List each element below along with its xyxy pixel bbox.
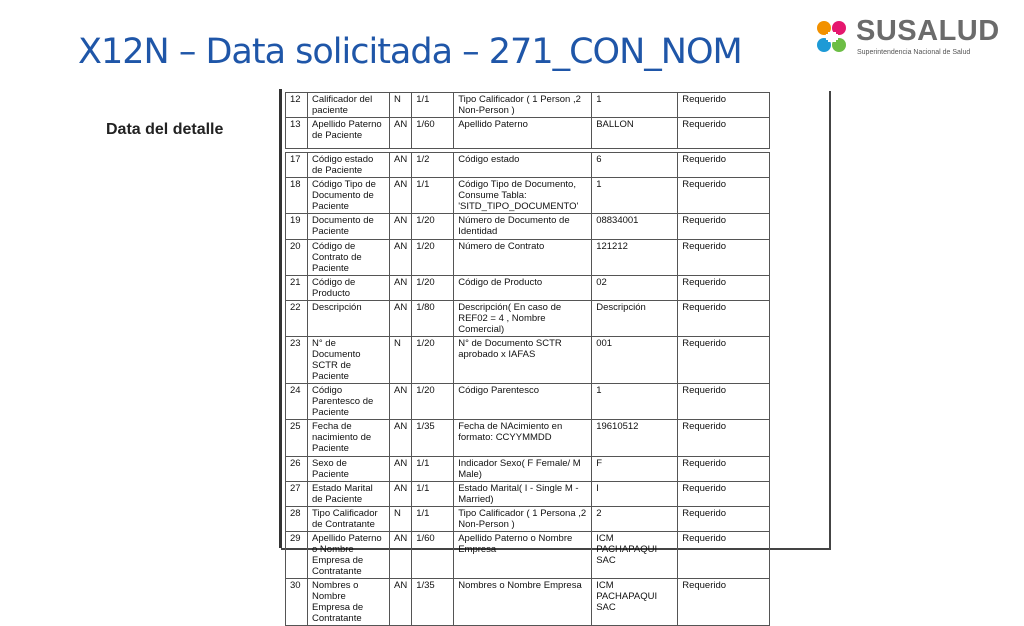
cell-description: Código de Producto [454,276,592,301]
cell-field-name: Documento de Paciente [308,214,390,240]
cell-type: AN [390,118,412,149]
cell-required: Requerido [678,384,770,420]
cell-row-number: 17 [286,153,308,178]
cell-row-number: 22 [286,301,308,337]
cell-length: 1/20 [412,384,454,420]
cell-type: N [390,93,412,118]
cell-type: N [390,337,412,384]
cell-field-name: Apellido Paterno de Paciente [308,118,390,149]
cell-length: 1/35 [412,420,454,457]
cell-row-number: 27 [286,482,308,507]
section-subtitle: Data del detalle [106,121,224,138]
cell-row-number: 30 [286,579,308,626]
cell-type: AN [390,420,412,457]
cell-required: Requerido [678,276,770,301]
cell-description: Nombres o Nombre Empresa [454,579,592,626]
logo-wordmark: SUSALUD [856,15,1000,47]
cell-description: Descripción( En caso de REF02 = 4 , Nombre Comercial) [454,301,592,337]
cell-type: AN [390,178,412,214]
cell-row-number: 18 [286,178,308,214]
cell-field-name: Sexo de Paciente [308,457,390,482]
cell-example-value: ICM PACHAPAQUI SAC [592,579,678,626]
cell-description: Código Parentesco [454,384,592,420]
cell-example-value: 001 [592,337,678,384]
cell-example-value: 1 [592,93,678,118]
cell-length: 1/60 [412,118,454,149]
cell-example-value: 1 [592,384,678,420]
cell-description: Apellido Paterno [454,118,592,149]
cell-field-name: Tipo Calificador de Contratante [308,507,390,532]
cell-length: 1/20 [412,240,454,276]
table-row [286,93,770,118]
cell-description: Número de Contrato [454,240,592,276]
cell-type: AN [390,214,412,240]
cell-required: Requerido [678,482,770,507]
cell-field-name: Fecha de nacimiento de Paciente [308,420,390,457]
cell-required: Requerido [678,457,770,482]
cell-description: Estado Marital( I - Single M - Married) [454,482,592,507]
cell-required: Requerido [678,240,770,276]
cell-example-value: 2 [592,507,678,532]
cell-type: AN [390,301,412,337]
table-row [286,579,770,626]
cell-length: 1/1 [412,507,454,532]
table-row [286,153,770,178]
cell-required: Requerido [678,93,770,118]
cell-required: Requerido [678,579,770,626]
table-row [286,276,770,301]
cell-length: 1/20 [412,276,454,301]
cell-length: 1/60 [412,532,454,579]
cell-length: 1/20 [412,214,454,240]
cell-description: Código Tipo de Documento, Consume Tabla: 'SITD_TIPO_DOCUMENTO' [454,178,592,214]
cell-row-number: 12 [286,93,308,118]
cell-description: Tipo Calificador ( 1 Persona ,2 Non-Person ) [454,507,592,532]
cell-type: AN [390,153,412,178]
cell-length: 1/2 [412,153,454,178]
cell-example-value: 1 [592,178,678,214]
cell-required: Requerido [678,301,770,337]
cell-field-name: Descripción [308,301,390,337]
cell-row-number: 28 [286,507,308,532]
cell-example-value: 121212 [592,240,678,276]
cell-field-name: Código de Contrato de Paciente [308,240,390,276]
cell-required: Requerido [678,153,770,178]
cell-example-value: Descripción [592,301,678,337]
cell-field-name: Código Parentesco de Paciente [308,384,390,420]
cell-field-name: Calificador del paciente [308,93,390,118]
table-row [286,482,770,507]
cell-required: Requerido [678,214,770,240]
table-row [286,532,770,579]
cell-row-number: 19 [286,214,308,240]
cell-type: AN [390,276,412,301]
cell-row-number: 26 [286,457,308,482]
cell-example-value: BALLON [592,118,678,149]
cell-description: Fecha de NAcimiento en formato: CCYYMMDD [454,420,592,457]
data-table [285,92,770,626]
cell-length: 1/20 [412,337,454,384]
cell-length: 1/80 [412,301,454,337]
table-row [286,240,770,276]
table-row [286,337,770,384]
cell-length: 1/35 [412,579,454,626]
susalud-logo [812,15,1002,62]
cell-type: AN [390,240,412,276]
table-image [279,89,829,624]
cell-required: Requerido [678,337,770,384]
cell-field-name: N° de Documento SCTR de Paciente [308,337,390,384]
cell-type: N [390,507,412,532]
cell-required: Requerido [678,507,770,532]
cell-row-number: 21 [286,276,308,301]
table-row [286,214,770,240]
table-row [286,301,770,337]
cell-example-value: ICM PACHAPAQUI SAC [592,532,678,579]
cell-required: Requerido [678,178,770,214]
cell-description: N° de Documento SCTR aprobado x IAFAS [454,337,592,384]
cell-length: 1/1 [412,93,454,118]
susalud-logo-mark-icon [812,18,852,58]
cell-row-number: 23 [286,337,308,384]
cell-description: Apellido Paterno o Nombre Empresa [454,532,592,579]
cell-row-number: 13 [286,118,308,149]
table-row [286,178,770,214]
cell-required: Requerido [678,420,770,457]
logo-tagline: Superintendencia Nacional de Salud [857,49,971,56]
cell-type: AN [390,482,412,507]
table-row [286,457,770,482]
cell-field-name: Código Tipo de Documento de Paciente [308,178,390,214]
table-row [286,507,770,532]
table-row [286,118,770,149]
cell-required: Requerido [678,532,770,579]
cell-field-name: Estado Marital de Paciente [308,482,390,507]
table-row [286,384,770,420]
cell-row-number: 20 [286,240,308,276]
cell-required: Requerido [678,118,770,149]
cell-example-value: F [592,457,678,482]
cell-example-value: 08834001 [592,214,678,240]
cell-field-name: Nombres o Nombre Empresa de Contratante [308,579,390,626]
cell-field-name: Código estado de Paciente [308,153,390,178]
slide-title: X12N – Data solicitada – 271_CON_NOM [78,32,742,72]
cell-row-number: 25 [286,420,308,457]
cell-row-number: 29 [286,532,308,579]
cell-type: AN [390,384,412,420]
cell-type: AN [390,457,412,482]
cell-field-name: Apellido Paterno o Nombre Empresa de Contratante [308,532,390,579]
cell-description: Código estado [454,153,592,178]
cell-row-number: 24 [286,384,308,420]
cell-example-value: 6 [592,153,678,178]
cell-type: AN [390,579,412,626]
cell-example-value: 02 [592,276,678,301]
cell-example-value: I [592,482,678,507]
cell-length: 1/1 [412,178,454,214]
cell-field-name: Código de Producto [308,276,390,301]
cell-description: Tipo Calificador ( 1 Person ,2 Non-Person ) [454,93,592,118]
cell-example-value: 19610512 [592,420,678,457]
cell-description: Número de Documento de Identidad [454,214,592,240]
table-row [286,420,770,457]
cell-length: 1/1 [412,457,454,482]
cell-description: Indicador Sexo( F Female/ M Male) [454,457,592,482]
cell-type: AN [390,532,412,579]
cell-length: 1/1 [412,482,454,507]
